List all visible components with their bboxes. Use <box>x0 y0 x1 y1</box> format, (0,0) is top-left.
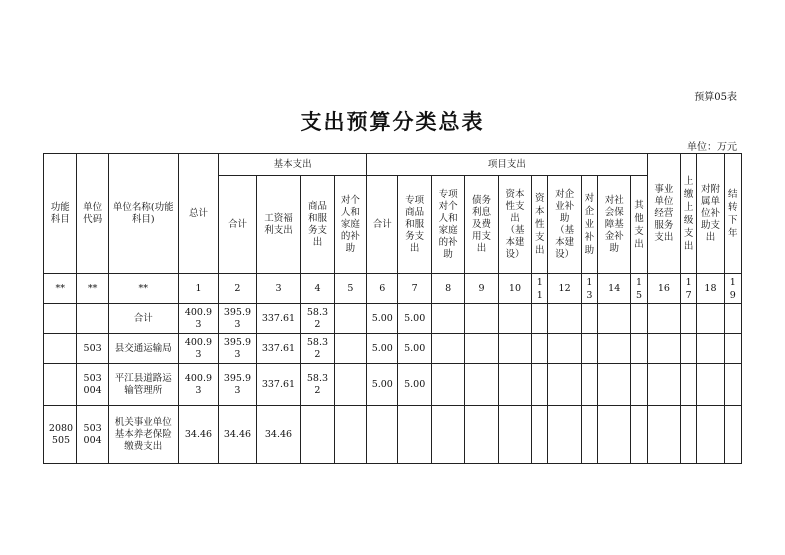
cell-name: 合计 <box>108 304 178 334</box>
index-cell: 2 <box>219 274 256 304</box>
cell-name: 平江县道路运输管理所 <box>108 364 178 406</box>
cell-func <box>44 304 77 334</box>
cell-goods: 58.32 <box>301 334 334 364</box>
header-unit-code: 单位代码 <box>77 154 108 274</box>
cell-salary: 34.46 <box>256 406 301 464</box>
cell-special-goods: 5.00 <box>398 334 431 364</box>
cell-total: 400.93 <box>178 304 219 334</box>
cell-func <box>44 334 77 364</box>
index-row <box>44 274 742 304</box>
header-capital2: 资本性支出 <box>532 176 548 274</box>
header-project-group: 项目支出 <box>367 154 648 176</box>
header-carry: 结转下年 <box>724 154 741 274</box>
index-cell: ** <box>108 274 178 304</box>
table-row <box>44 334 742 364</box>
header-proj-total: 合计 <box>367 176 398 274</box>
cell-personal <box>334 406 366 464</box>
cell-total: 400.93 <box>178 334 219 364</box>
index-cell: ** <box>44 274 77 304</box>
cell-proj-total <box>367 406 398 464</box>
cell-goods: 58.32 <box>301 304 334 334</box>
cell-goods <box>301 406 334 464</box>
index-cell: 9 <box>465 274 498 304</box>
cell-personal <box>334 304 366 334</box>
header-other: 其他支出 <box>631 176 647 274</box>
cell-salary: 337.61 <box>256 334 301 364</box>
header-debt-interest: 债务利息及费用支出 <box>465 176 498 274</box>
page-title: 支出预算分类总表 <box>300 109 485 134</box>
index-cell: 16 <box>647 274 680 304</box>
cell-personal <box>334 364 366 406</box>
table-row <box>44 364 742 406</box>
cell-name: 机关事业单位基本养老保险缴费支出 <box>108 406 178 464</box>
index-cell: 15 <box>631 274 647 304</box>
cell-goods: 58.32 <box>301 364 334 406</box>
header-special-goods: 专项商品和服务支出 <box>398 176 431 274</box>
index-cell: 8 <box>431 274 464 304</box>
header-goods: 商品和服务支出 <box>301 176 334 274</box>
header-business: 事业单位经营服务支出 <box>647 154 680 274</box>
cell-special-goods <box>398 406 431 464</box>
index-cell: 6 <box>367 274 398 304</box>
header-higher: 上缴上级支出 <box>681 154 697 274</box>
cell-total: 400.93 <box>178 364 219 406</box>
cell-basic-total: 395.93 <box>219 304 256 334</box>
header-social-security: 对社会保障基金补助 <box>598 176 631 274</box>
cell-proj-total: 5.00 <box>367 304 398 334</box>
index-cell: 5 <box>334 274 366 304</box>
cell-code <box>77 304 108 334</box>
index-cell: 10 <box>498 274 531 304</box>
index-cell: 3 <box>256 274 301 304</box>
index-cell: 14 <box>598 274 631 304</box>
cell-proj-total: 5.00 <box>367 334 398 364</box>
table-row <box>44 304 742 334</box>
index-cell: 13 <box>581 274 597 304</box>
index-cell: 11 <box>532 274 548 304</box>
cell-personal <box>334 334 366 364</box>
unit-label: 单位：万元 <box>687 142 737 153</box>
cell-func <box>44 364 77 406</box>
cell-basic-total: 395.93 <box>219 364 256 406</box>
cell-func: 2080505 <box>44 406 77 464</box>
header-personal: 对个人和家庭的补助 <box>334 176 366 274</box>
index-cell: 19 <box>724 274 741 304</box>
index-cell: 1 <box>178 274 219 304</box>
header-enterprise-subsidy2: 对企业补助 <box>581 176 597 274</box>
header-special-personal: 专项对个人和家庭的补助 <box>431 176 464 274</box>
header-basic-group: 基本支出 <box>219 154 367 176</box>
cell-basic-total: 395.93 <box>219 334 256 364</box>
cell-basic-total: 34.46 <box>219 406 256 464</box>
table-row <box>44 406 742 464</box>
cell-code: 503 <box>77 334 108 364</box>
index-cell: 7 <box>398 274 431 304</box>
cell-proj-total: 5.00 <box>367 364 398 406</box>
header-unit-name: 单位名称(功能科目) <box>108 154 178 274</box>
index-cell: 18 <box>697 274 724 304</box>
header-salary: 工资福利支出 <box>256 176 301 274</box>
form-number: 预算05表 <box>694 92 737 103</box>
index-cell: 12 <box>548 274 581 304</box>
header-basic-total: 合计 <box>219 176 256 274</box>
header-enterprise-subsidy: 对企业补助（基本建设） <box>548 176 581 274</box>
index-cell: 17 <box>681 274 697 304</box>
header-affiliated: 对附属单位补助支出 <box>697 154 724 274</box>
cell-code: 503004 <box>77 406 108 464</box>
cell-salary: 337.61 <box>256 304 301 334</box>
cell-salary: 337.61 <box>256 364 301 406</box>
header-capital: 资本性支出（基本建设） <box>498 176 531 274</box>
header-total: 总计 <box>178 154 219 274</box>
cell-code: 503004 <box>77 364 108 406</box>
cell-special-goods: 5.00 <box>398 364 431 406</box>
header-func-code: 功能科目 <box>44 154 77 274</box>
index-cell: 4 <box>301 274 334 304</box>
index-cell: ** <box>77 274 108 304</box>
header-row-1 <box>44 154 742 176</box>
budget-table <box>43 153 742 464</box>
cell-name: 县交通运输局 <box>108 334 178 364</box>
cell-special-goods: 5.00 <box>398 304 431 334</box>
cell-total: 34.46 <box>178 406 219 464</box>
